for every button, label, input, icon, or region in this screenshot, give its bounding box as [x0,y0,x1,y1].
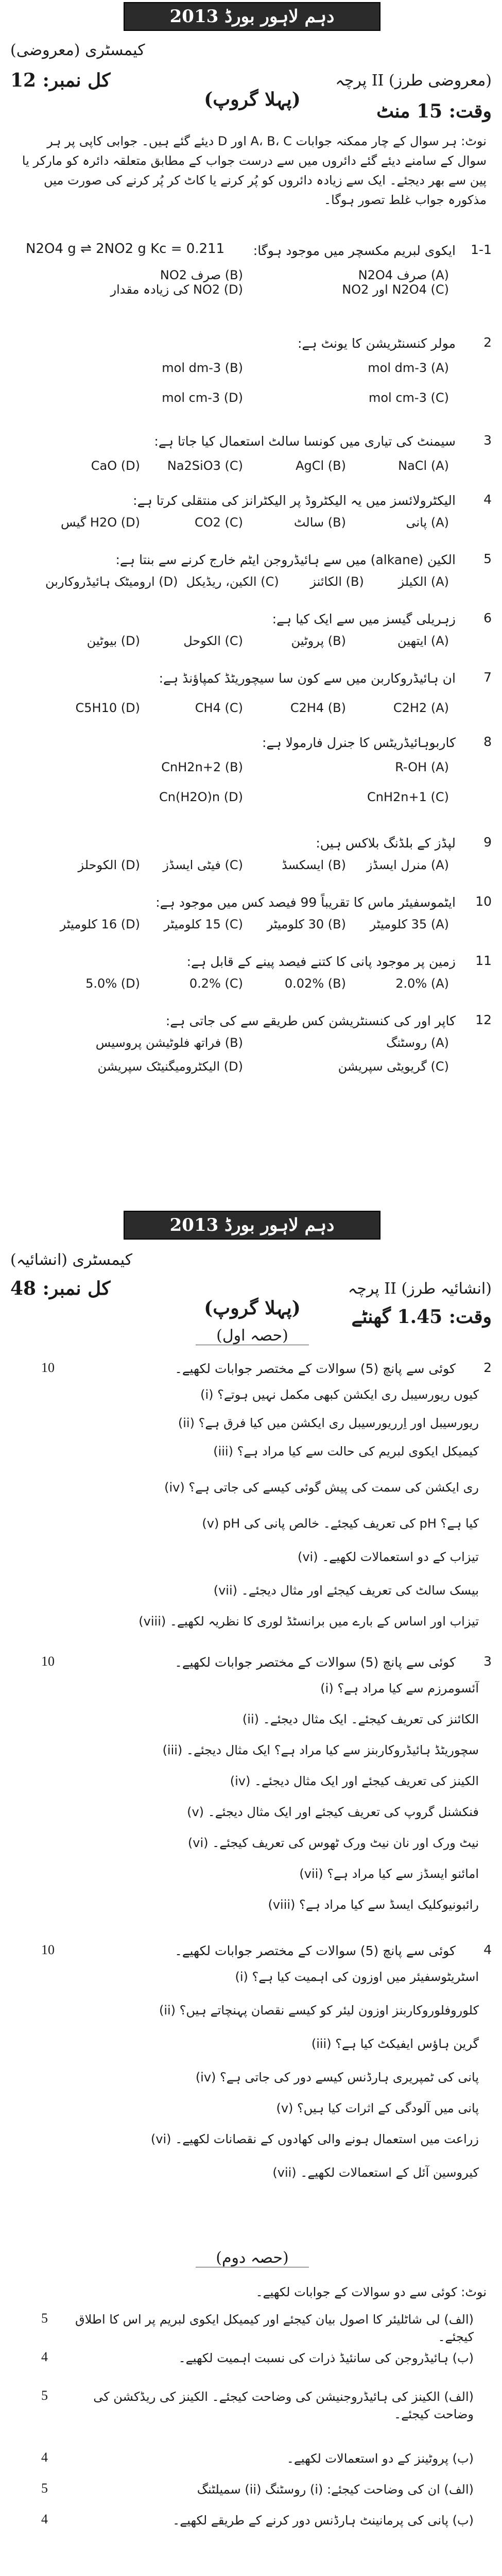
group-title: (پہلا گروپ) [204,89,301,110]
option-d[interactable]: (D) H2O گیس [61,515,140,530]
sub-question: (i) کیوں ریورسیبل ری ایکشن کبھی مکمل نہیں ہوتے؟ [200,1387,479,1402]
total-marks: کل نمبر: 48 [10,1278,111,1299]
option-a[interactable]: (A) C2H2 [393,701,449,715]
option-a[interactable]: (A) 2.0% [395,976,449,991]
question-number: 7 [483,670,492,685]
option-c[interactable]: (C) الکین، ریڈیکل [186,574,279,589]
option-c[interactable]: (C) الکوحل [183,634,243,648]
sub-question: (viii) تیزاب اور اساس کے بارے میں برانسٹڈ لوری کا نظریہ لکھیے۔ [139,1614,479,1629]
question-stem: الکین (alkane) میں سے ہائیڈروجن ایٹم خارج کرنے سے بنتا ہے: [115,552,456,567]
option-b[interactable]: (B) صرف NO2 [160,268,243,282]
option-b[interactable]: (B) AgCl [296,459,346,473]
sub-question: (الف) ان کی وضاحت کیجئے: (i) روسٹنگ (ii) سمیلٹنگ [197,2482,474,2497]
instructions-note: نوٹ: ہر سوال کے چار ممکنہ جوابات A، B، C اور D دیئے گئے ہیں۔ جوابی کاپی پر ہر سوال کے سامنے دیئے گئے دائروں میں سے درست جواب کے مطابق متعلقہ دائرہ کو مارکر یا پین سے بھر دیجئے۔ ایک سے زیادہ دائروں کو پُر کرنے یا کاٹ کر پُر کرنے کی صورت میں مذکورہ جواب غلط تصور ہوگا۔ [22,134,487,207]
question-number: 5 [483,551,492,566]
paper-meta [10,70,492,91]
option-b[interactable]: (B) الکائنز [310,574,364,589]
option-a[interactable]: (A) الکیلز [398,574,449,589]
question-number: 10 [475,894,492,909]
question-stem: کوئی سے پانچ (5) سوالات کے مختصر جوابات لکھیے۔ [175,1943,456,1958]
question-stem: زمین پر موجود پانی کا کتنے فیصد پینے کے قابل ہے: [186,954,456,969]
question-11 [10,953,492,1005]
option-b[interactable]: (B) CnH2n+2 [161,760,243,774]
option-c[interactable]: (C) CO2 [194,515,243,530]
sub-question: (ii) الکائنز کی تعریف کیجئے۔ ایک مثال دیجئے۔ [242,1712,479,1726]
question-marks: 10 [41,1360,55,1375]
question-marks: 4 [41,2349,48,2364]
paper-meta [10,1278,492,1299]
question-stem: لپڈز کے بلڈنگ بلاکس ہیں: [316,836,456,851]
question-number: 3 [483,1654,492,1669]
option-a[interactable]: (A) NaCl [398,459,449,473]
option-c[interactable]: (C) CnH2n+1 [367,790,449,804]
question-number: 12 [475,1012,492,1027]
option-c[interactable]: (C) 15 کلومیٹر [164,917,243,931]
part-two-note: نوٹ: کوئی سے دو سوالات کے جوابات لکھیے۔ [255,2285,487,2299]
options [41,634,453,648]
question-7 [10,670,492,726]
time-allowed: وقت: 1.45 گھنٹے [351,1306,492,1328]
question-marks: 4 [41,2512,48,2527]
question-stem: مولر کنسنٹریشن کا یونٹ ہے: [297,336,456,351]
question-stem: کوئی سے پانچ (5) سوالات کے مختصر جوابات لکھیے۔ [175,1361,456,1376]
option-c[interactable]: (C) گریویٹی سپریشن [338,1059,449,1074]
options [41,858,453,872]
question-marks: 10 [41,1942,55,1957]
question-6 [10,611,492,662]
question-marks: 5 [41,2311,48,2326]
question-marks: 5 [41,2388,48,2403]
question-number: 6 [483,611,492,625]
question-number: 4 [483,1942,492,1957]
sub-question: (الف) الکینز کی ہائیڈروجنیشن کی وضاحت کیجئے۔ الکینز کی ریڈکشن کی وضاحت کیجئے۔ [93,2389,474,2421]
option-a[interactable]: (A) mol dm-3 [368,361,449,375]
sub-question: (vii) امائنو ایسڈز سے کیا مراد ہے؟ [299,1867,479,1881]
question-stem: سیمنٹ کی تیاری میں کونسا سالٹ استعمال کیا جاتا ہے: [154,434,456,449]
option-a[interactable]: (A) منرل ایسڈز [366,858,449,872]
option-d[interactable]: (D) الکوحلز [78,858,140,872]
long-question-4 [10,1942,492,2200]
sub-question: (ب) پانی کی پرمانینٹ ہارڈنس دور کرنے کے طریقے لکھیے۔ [172,2513,474,2528]
sub-question: (viii) رائبونیوکلیک ایسڈ سے کیا مراد ہے؟ [268,1897,479,1912]
option-d[interactable]: (D) بیوٹین [86,634,140,648]
question-number: 2 [483,1360,492,1375]
question-number: 8 [483,734,492,749]
option-d[interactable]: (D) 16 کلومیٹر [60,917,140,931]
question-4 [10,492,492,544]
sub-question: (v) پانی میں آلودگی کے اثرات کیا ہیں؟ [276,2101,479,2115]
option-a[interactable]: (A) ایتھین [397,634,449,648]
question-stem: ایٹموسفیئر ماس کا تقریباً 99 فیصد کس میں موجود ہے: [155,895,456,910]
option-c[interactable]: (C) Na2SiO3 [167,459,243,473]
question-number: 9 [483,835,492,850]
sub-question: (vii) کیروسین آئل کے استعمالات لکھیے۔ [272,2165,479,2180]
sub-question: (vi) تیزاب کے دو استعمالات لکھیے۔ [297,1550,479,1564]
question-number: 11 [475,953,492,968]
option-a[interactable]: (A) صرف N2O4 [358,268,449,282]
sub-question: (vi) زراعت میں استعمال ہونے والی کھادوں کے نقصانات لکھیے۔ [150,2132,479,2146]
option-c[interactable]: (C) CH4 [195,701,243,715]
option-a[interactable]: (A) 35 کلومیٹر [370,917,449,931]
option-b[interactable]: (B) فراتھ فلوٹیشن پروسیس [95,1036,243,1050]
sub-question: (ii) کلوروفلوروکاربنز اوزون لیئر کو کیسے نقصان پہنچاتے ہیں؟ [159,2003,479,2018]
question-9 [10,835,492,886]
question-marks: 5 [41,2481,48,2496]
question-1 [10,242,492,330]
question-2 [10,335,492,417]
sub-question: (ب) ہائیڈروجن کی سانئیڈ ذرات کی نسبت اہمیت لکھیے۔ [178,2351,474,2365]
question-10 [10,894,492,945]
option-c[interactable]: (C) mol cm-3 [368,391,449,405]
sub-question: (iii) کیمیکل ایکوی لبریم کی حالت سے کیا مراد ہے؟ [213,1444,479,1459]
option-b[interactable]: (B) پروٹین [291,634,346,648]
question-3 [10,433,492,484]
options [41,459,453,473]
options [41,917,453,931]
options [41,701,453,715]
option-b[interactable]: (B) سالٹ [293,515,346,530]
option-d[interactable]: (D) mol cm-3 [162,391,243,405]
sub-question: (iv) ری ایکشن کی سمت کی پیش گوئی کیسے کی جاتی ہے؟ [164,1480,479,1495]
sub-question: (i) اسٹریٹوسفیئر میں اوزون کی اہمیت کیا ہے؟ [235,1970,479,1984]
option-d[interactable]: (D) NO2 کی زیادہ مقدار [110,282,243,297]
total-marks: کل نمبر: 12 [10,70,111,91]
options [41,976,453,991]
group-title: (پہلا گروپ) [204,1297,301,1319]
part-two-title: (حصہ دوم) [196,2249,309,2267]
question-marks: 4 [41,2450,48,2465]
subject-label: کیمسٹری (انشائیہ) [10,1251,133,1269]
options [41,574,453,589]
question-stem: ان ہائیڈروکاربن میں سے کون سا سیچوریٹڈ کمپاؤنڈ ہے: [159,671,456,686]
question-stem: کاربوہائیڈریٹس کا جنرل فارمولا ہے: [262,735,456,750]
sub-question: (iii) گرین ہاؤس ایفیکٹ کیا ہے؟ [311,2037,479,2051]
option-c[interactable]: (C) N2O4 اور NO2 [342,282,449,297]
option-c[interactable]: (C) 0.2% [189,976,243,991]
options [41,515,453,530]
option-d[interactable]: (D) C5H10 [75,701,140,715]
long-question-5 [10,2311,492,2576]
sub-question: (iv) الکینز کی تعریف کیجئے اور ایک مثال دیجئے۔ [230,1774,479,1788]
option-b[interactable]: (B) ایسکسڈ [282,858,346,872]
time-allowed: وقت: 15 منٹ [376,100,492,122]
options [41,361,453,405]
sub-question: (vi) نیٹ ورک اور نان نیٹ ورک ٹھوس کی تعریف کیجئے۔ [187,1836,479,1850]
sub-question: (ii) ریورسیبل اور اِرریورسیبل ری ایکشن میں کیا فرق ہے؟ [178,1416,479,1430]
board-banner: دہم لاہور بورڈ 2013 [124,1211,380,1240]
option-d[interactable]: (D) CaO [91,459,140,473]
options [41,760,453,804]
option-d[interactable]: (D) ارومیٹک ہائیڈروکاربن [45,574,178,589]
sub-question: (v) pH کی تعریف کیجئے۔ خالص پانی کی pH کیا ہے؟ [202,1516,479,1531]
question-stem: کوئی سے پانچ (5) سوالات کے مختصر جوابات لکھیے۔ [175,1655,456,1670]
option-c[interactable]: (C) فیٹی ایسڈز [163,858,243,872]
equilibrium-equation: N2O4 g ⇌ 2NO2 g Kc = 0.211 [26,241,225,257]
long-question-2 [10,1360,492,1649]
question-stem: الیکٹرولائسز میں یہ الیکٹروڈ پر الیکٹرانز کی منتقلی کرتا ہے: [133,493,456,508]
subject-label: کیمسٹری (معروضی) [10,41,145,59]
sub-question: (ب) پروٹینز کے دو استعمالات لکھیے۔ [286,2451,474,2466]
option-b[interactable]: (B) 30 کلومیٹر [267,917,346,931]
board-banner: دہم لاہور بورڈ 2013 [124,2,380,31]
option-d[interactable]: (D) الیکٹرومیگنیٹک سپریشن [97,1059,243,1074]
question-number: 1-1 [471,242,492,257]
option-a[interactable]: (A) R-OH [395,760,449,774]
sub-question: (i) آئسومرزم سے کیا مراد ہے؟ [320,1681,479,1696]
question-stem: کاپر اور کی کنسنٹریشن کس طریقے سے کی جاتی ہے: [165,1013,456,1028]
question-8 [10,734,492,827]
question-stem: زہریلی گیسز میں سے ایک کیا ہے: [272,612,456,626]
question-number: 3 [483,433,492,448]
option-b[interactable]: (B) C2H4 [290,701,346,715]
option-b[interactable]: (B) 0.02% [284,976,346,991]
paper-code: پرچہ II (انشائیہ طرز) [348,1279,492,1298]
option-d[interactable]: (D) Cn(H2O)n [159,790,243,804]
sub-question: (الف) لی شاٹلیئر کا اصول بیان کیجئے اور کیمیکل ایکوی لبریم پر اس کا اطلاق کیجئے۔ [75,2312,474,2344]
options [41,268,453,297]
question-marks: 10 [41,1654,55,1669]
question-12 [10,1012,492,1084]
question-5 [10,551,492,603]
paper-header [10,1251,492,1269]
sub-question: (vii) بیسک سالٹ کی تعریف کیجئے اور مثال دیجئے۔ [213,1583,479,1598]
option-b[interactable]: (B) mol dm-3 [162,361,243,375]
question-stem: ایکوی لبریم مکسچر میں موجود ہوگا: [253,243,456,258]
sub-question: (v) فنکشنل گروپ کی تعریف کیجئے اور ایک مثال دیجئے۔ [187,1805,479,1819]
question-number: 2 [483,335,492,350]
sub-question: (iii) سچوریٹڈ ہائیڈروکاربنز سے کیا مراد ہے؟ ایک مثال دیجئے۔ [162,1743,479,1757]
sub-question: (iv) پانی کی ٹمپریری ہارڈنس کیسے دور کی جاتی ہے؟ [195,2070,479,2084]
option-a[interactable]: (A) پانی [406,515,449,530]
question-number: 4 [483,492,492,507]
paper-code: پرچہ II (معروضی طرز) [335,71,492,90]
option-d[interactable]: (D) 5.0% [85,976,140,991]
option-a[interactable]: (A) روسٹنگ [386,1036,449,1050]
options [41,1036,453,1074]
paper-header [10,41,492,59]
long-question-3 [10,1654,492,1942]
part-one-title: (حصہ اول) [196,1327,309,1345]
